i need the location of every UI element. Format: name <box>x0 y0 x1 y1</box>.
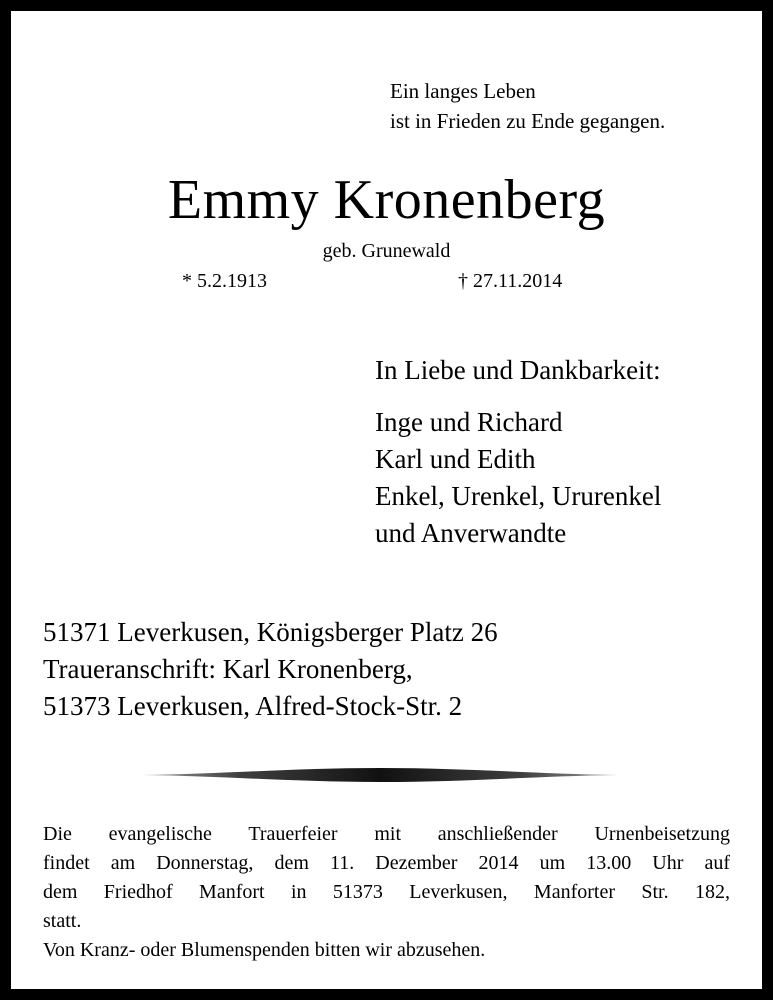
motto-line: Ein langes Leben <box>390 79 536 103</box>
motto-line: ist in Frieden zu Ende gegangen. <box>390 109 666 133</box>
birth-date: * 5.2.1913 <box>182 270 267 292</box>
notice-line: findet am Donnerstag, dem 11. Dezember 2014 um 13.00 Uhr auf <box>43 852 730 874</box>
mourner-line: und Anverwandte <box>375 518 567 548</box>
deceased-name: Emmy Kronenberg <box>167 169 606 231</box>
mourner-line: Inge und Richard <box>375 407 563 437</box>
mourners-list <box>375 404 661 552</box>
dedication: In Liebe und Dankbarkeit: <box>375 355 661 385</box>
mourner-line: Karl und Edith <box>375 444 536 474</box>
ceremony-notice <box>43 820 730 965</box>
mourner-line: Enkel, Urenkel, Ururenkel <box>375 481 662 511</box>
address-line: 51373 Leverkusen, Alfred-Stock-Str. 2 <box>43 691 463 721</box>
motto <box>390 76 665 136</box>
notice-line: Die evangelische Trauerfeier mit anschließender Urnenbeisetzung <box>43 823 730 845</box>
notice-line: statt. <box>43 910 82 932</box>
maiden-name: geb. Grunewald <box>322 240 451 262</box>
death-date: † 27.11.2014 <box>458 270 563 292</box>
ornamental-divider <box>143 765 618 785</box>
notice-line: Von Kranz- oder Blumenspenden bitten wir abzusehen. <box>43 939 486 961</box>
notice-line: dem Friedhof Manfort in 51373 Leverkusen, Manforter Str. 182, <box>43 881 730 903</box>
address-line: Traueranschrift: Karl Kronenberg, <box>43 654 413 684</box>
address-line: 51371 Leverkusen, Königsberger Platz 26 <box>43 617 498 647</box>
address-block <box>43 614 498 725</box>
